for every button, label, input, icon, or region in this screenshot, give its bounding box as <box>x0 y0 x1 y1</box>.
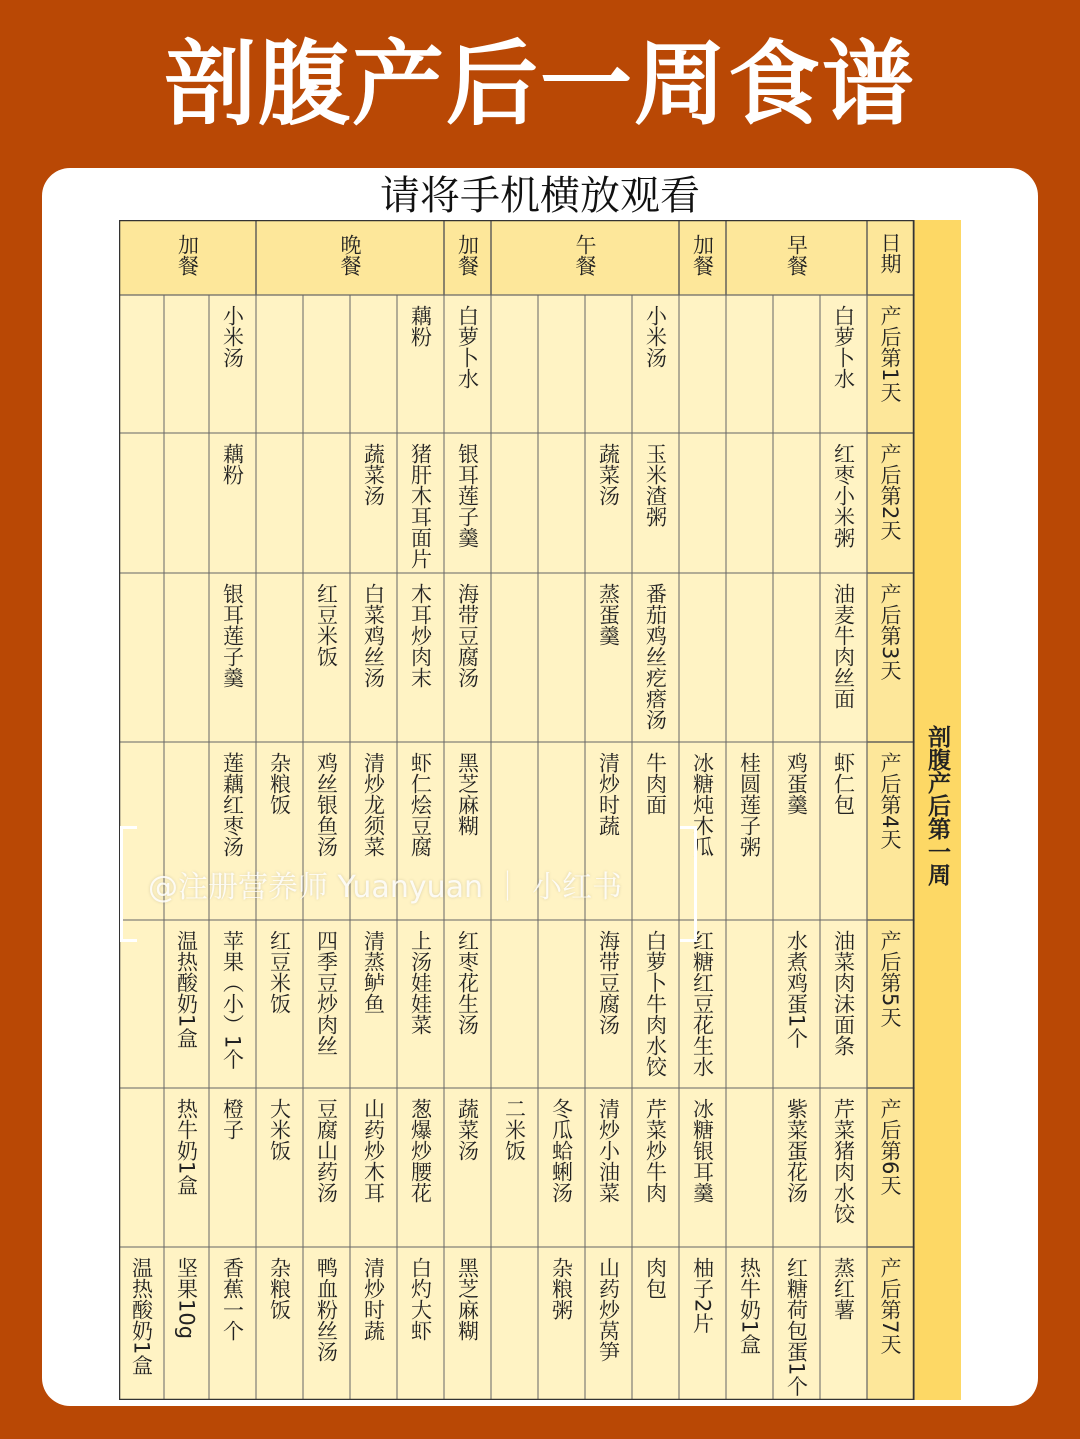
dish-label: 猪肝木耳面片 <box>408 443 433 569</box>
dish-label: 小米汤 <box>220 305 245 368</box>
dish-label: 红糖红豆花生水 <box>690 930 715 1077</box>
dish-label: 山药炒木耳 <box>361 1098 386 1203</box>
meal-header-label: 早餐 <box>784 234 809 276</box>
dish-label: 清蒸鲈鱼 <box>361 930 386 1014</box>
dish-label: 藕粉 <box>220 443 245 485</box>
day-label: 产后第5天 <box>878 930 902 1028</box>
dish-label: 虾仁包 <box>831 752 856 815</box>
dish-label: 杂粮饭 <box>267 1257 292 1320</box>
meal-header-label: 加餐 <box>690 234 715 276</box>
dish-label: 银耳莲子羹 <box>455 443 480 548</box>
meal-header-row <box>119 220 867 295</box>
dish-label: 清炒时蔬 <box>596 752 621 836</box>
day-label: 产后第4天 <box>878 752 902 850</box>
page-title: 剖腹产后一周食谱 <box>163 31 916 138</box>
meal-plan-table <box>119 220 961 1400</box>
dish-label: 热牛奶1盒 <box>737 1257 762 1355</box>
dish-label: 紫菜蛋花汤 <box>784 1098 809 1203</box>
day-label: 产后第7天 <box>878 1257 902 1355</box>
dish-label: 鸭血粉丝汤 <box>314 1257 339 1362</box>
dish-label: 油麦牛肉丝面 <box>831 583 856 709</box>
dish-label: 冰糖炖木瓜 <box>690 752 715 857</box>
dish-label: 红糖荷包蛋1个 <box>784 1257 809 1397</box>
dish-label: 红豆米饭 <box>314 583 339 667</box>
corner-label: 日期 <box>878 232 902 274</box>
dish-label: 白菜鸡丝汤 <box>361 583 386 688</box>
dish-label: 橙子 <box>220 1098 245 1140</box>
dish-label: 豆腐山药汤 <box>314 1098 339 1203</box>
day-label: 产后第1天 <box>878 305 902 403</box>
dish-label: 上汤娃娃菜 <box>408 930 433 1035</box>
dish-label: 番茄鸡丝疙瘩汤 <box>643 583 668 730</box>
dish-label: 木耳炒肉末 <box>408 583 433 688</box>
dish-label: 蔬菜汤 <box>455 1098 480 1161</box>
dish-label: 清炒时蔬 <box>361 1257 386 1341</box>
watermark: @注册营养师 Yuanyuan ｜ 小红书 <box>148 870 623 905</box>
dish-label: 黑芝麻糊 <box>455 1257 480 1341</box>
meal-header-label: 加餐 <box>175 234 200 276</box>
rotate-hint: 请将手机横放观看 <box>380 173 700 219</box>
dish-label: 蒸蛋羹 <box>596 583 621 646</box>
dish-label: 海带豆腐汤 <box>596 930 621 1035</box>
meal-header-label: 午餐 <box>573 234 597 276</box>
dish-label: 芹菜猪肉水饺 <box>831 1098 856 1224</box>
dish-label: 油菜肉沫面条 <box>831 930 856 1056</box>
dish-label: 冰糖银耳羹 <box>690 1098 715 1203</box>
dish-label: 清炒小油菜 <box>596 1098 621 1203</box>
dish-label: 蒸红薯 <box>831 1257 856 1320</box>
meal-header-label: 加餐 <box>455 234 480 276</box>
dish-label: 虾仁烩豆腐 <box>408 752 433 857</box>
dish-label: 清炒龙须菜 <box>361 752 386 857</box>
dish-label: 二米饭 <box>502 1098 527 1161</box>
dish-label: 杂粮粥 <box>549 1257 574 1320</box>
dish-label: 黑芝麻糊 <box>455 752 480 836</box>
dish-label: 海带豆腐汤 <box>455 583 480 688</box>
dish-label: 银耳莲子羹 <box>220 583 245 688</box>
day-label: 产后第3天 <box>878 583 902 681</box>
dish-label: 苹果（小）1个 <box>220 930 245 1070</box>
dish-label: 鸡丝银鱼汤 <box>314 752 339 857</box>
dish-label: 白萝卜水 <box>831 305 856 389</box>
dish-label: 白灼大虾 <box>408 1257 433 1341</box>
dish-label: 藕粉 <box>408 305 433 347</box>
dish-label: 莲藕红枣汤 <box>220 752 245 857</box>
dish-label: 红枣小米粥 <box>831 443 856 548</box>
dish-label: 温热酸奶1盒 <box>129 1257 154 1376</box>
dish-label: 鸡蛋羹 <box>784 752 809 815</box>
dish-label: 红枣花生汤 <box>455 930 480 1035</box>
dish-label: 小米汤 <box>643 305 668 368</box>
meal-header-label: 晚餐 <box>338 234 362 276</box>
dish-label: 热牛奶1盒 <box>174 1098 199 1196</box>
dish-label: 柚子2片 <box>690 1257 715 1334</box>
dish-label: 冬瓜蛤蜊汤 <box>549 1098 574 1203</box>
meal-plan-grid <box>119 220 961 1400</box>
dish-label: 牛肉面 <box>643 752 668 815</box>
dish-label: 香蕉一个 <box>220 1257 245 1341</box>
dish-label: 蔬菜汤 <box>596 443 621 506</box>
dish-label: 温热酸奶1盒 <box>174 930 199 1049</box>
dish-label: 山药炒莴笋 <box>596 1257 621 1362</box>
dish-label: 玉米渣粥 <box>643 443 668 527</box>
watermark-bracket-left <box>120 826 137 942</box>
day-label: 产后第2天 <box>878 443 902 541</box>
dish-label: 水煮鸡蛋1个 <box>784 930 809 1049</box>
watermark-bracket-right <box>680 826 697 942</box>
dish-label: 杂粮饭 <box>267 752 292 815</box>
dish-label: 白萝卜水 <box>455 305 480 389</box>
dish-label: 蔬菜汤 <box>361 443 386 506</box>
banner-title: 剖腹产后第一周 <box>924 725 950 886</box>
day-label: 产后第6天 <box>878 1098 902 1196</box>
dish-label: 桂圆莲子粥 <box>737 752 762 857</box>
dish-label: 白萝卜牛肉水饺 <box>643 930 668 1077</box>
dish-label: 肉包 <box>643 1257 668 1299</box>
dish-label: 红豆米饭 <box>267 930 292 1014</box>
dish-label: 坚果10g <box>174 1257 199 1340</box>
dish-label: 葱爆炒腰花 <box>408 1098 433 1203</box>
dish-label: 四季豆炒肉丝 <box>314 930 339 1056</box>
dish-label: 大米饭 <box>267 1098 292 1161</box>
dish-label: 芹菜炒牛肉 <box>643 1098 668 1203</box>
